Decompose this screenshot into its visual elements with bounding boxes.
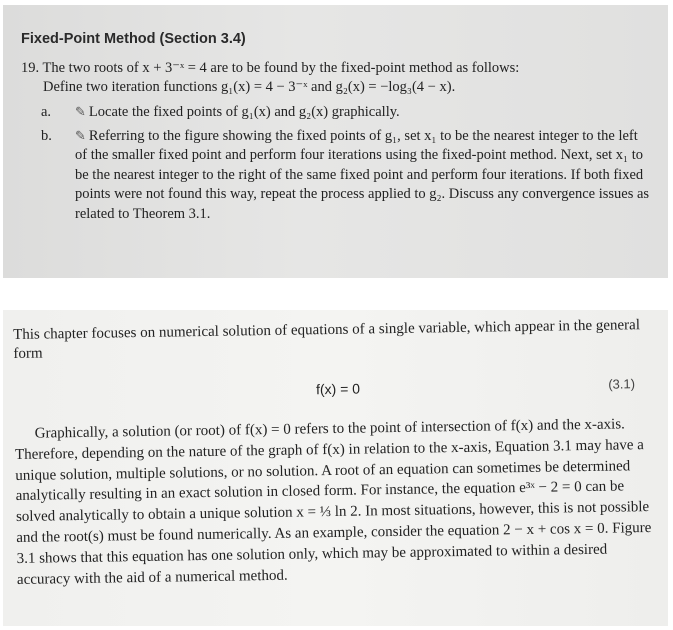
part-b-text: Referring to the figure showing the fixed points of g₁, set x₁ to be the nearest integer to the left of the smaller fixed point and perform four iterations using the fixed-point method. Next, set x₁ to be the nearest integer to the right of the same fixed point and perform four iterations. If both fixed points were not found this way, repeat the process applied to g₂. Discuss any convergence issues as related to Theorem 3.1. [75, 127, 650, 222]
part-a-text: Locate the fixed points of g₁(x) and g₂(x) graphically. [88, 104, 400, 120]
pencil-icon: ✎ [75, 105, 86, 120]
part-a-label: a. [41, 104, 52, 120]
part-b-label: b. [41, 127, 52, 144]
part-a [21, 103, 652, 123]
body-paragraph: Graphically, a solution (or root) of f(x) = 0 refers to the point of intersection of f(x) and the x-axis. Therefore, depending on the nature of the graph of f(x) in relation to the x-axis, Equation 3.1 may have a unique solution, multiple solutions, or no solution. A root of an equation can sometimes be determined analytically resulting in an exact solution in closed form. For instance, the equation e³ˣ − 2 = 0 can be solved analytically to obtain a unique solution x = ⅓ ln 2. In most situations, however, this is not possible and the root(s) must be found numerically. As an example, consider the equation 2 − x + cos x = 0. Figure 3.1 shows that this equation has one solution only, which may be approximated to within a desired accuracy with the aid of a numerical method. [14, 416, 652, 588]
pencil-icon: ✎ [75, 128, 86, 144]
equation-3-1 [14, 354, 654, 424]
intro-paragraph: This chapter focuses on numerical solution of equations of a single variable, which appear in the general form [13, 317, 641, 362]
equation-text: f(x) = 0 [315, 380, 361, 398]
problem-line-2: Define two iteration functions g₁(x) = 4 − 3⁻ˣ and g₂(x) = −log₃(4 − x). [43, 79, 456, 95]
textbook-photo-top [3, 5, 668, 278]
part-b [21, 127, 652, 225]
problem-line-1: 19. The two roots of x + 3⁻ˣ = 4 are to be found by the fixed-point method as follows: [21, 60, 520, 76]
equation-number: (3.1) [608, 376, 636, 392]
textbook-photo-bottom [3, 310, 668, 626]
section-heading: Fixed-Point Method (Section 3.4) [21, 31, 246, 47]
